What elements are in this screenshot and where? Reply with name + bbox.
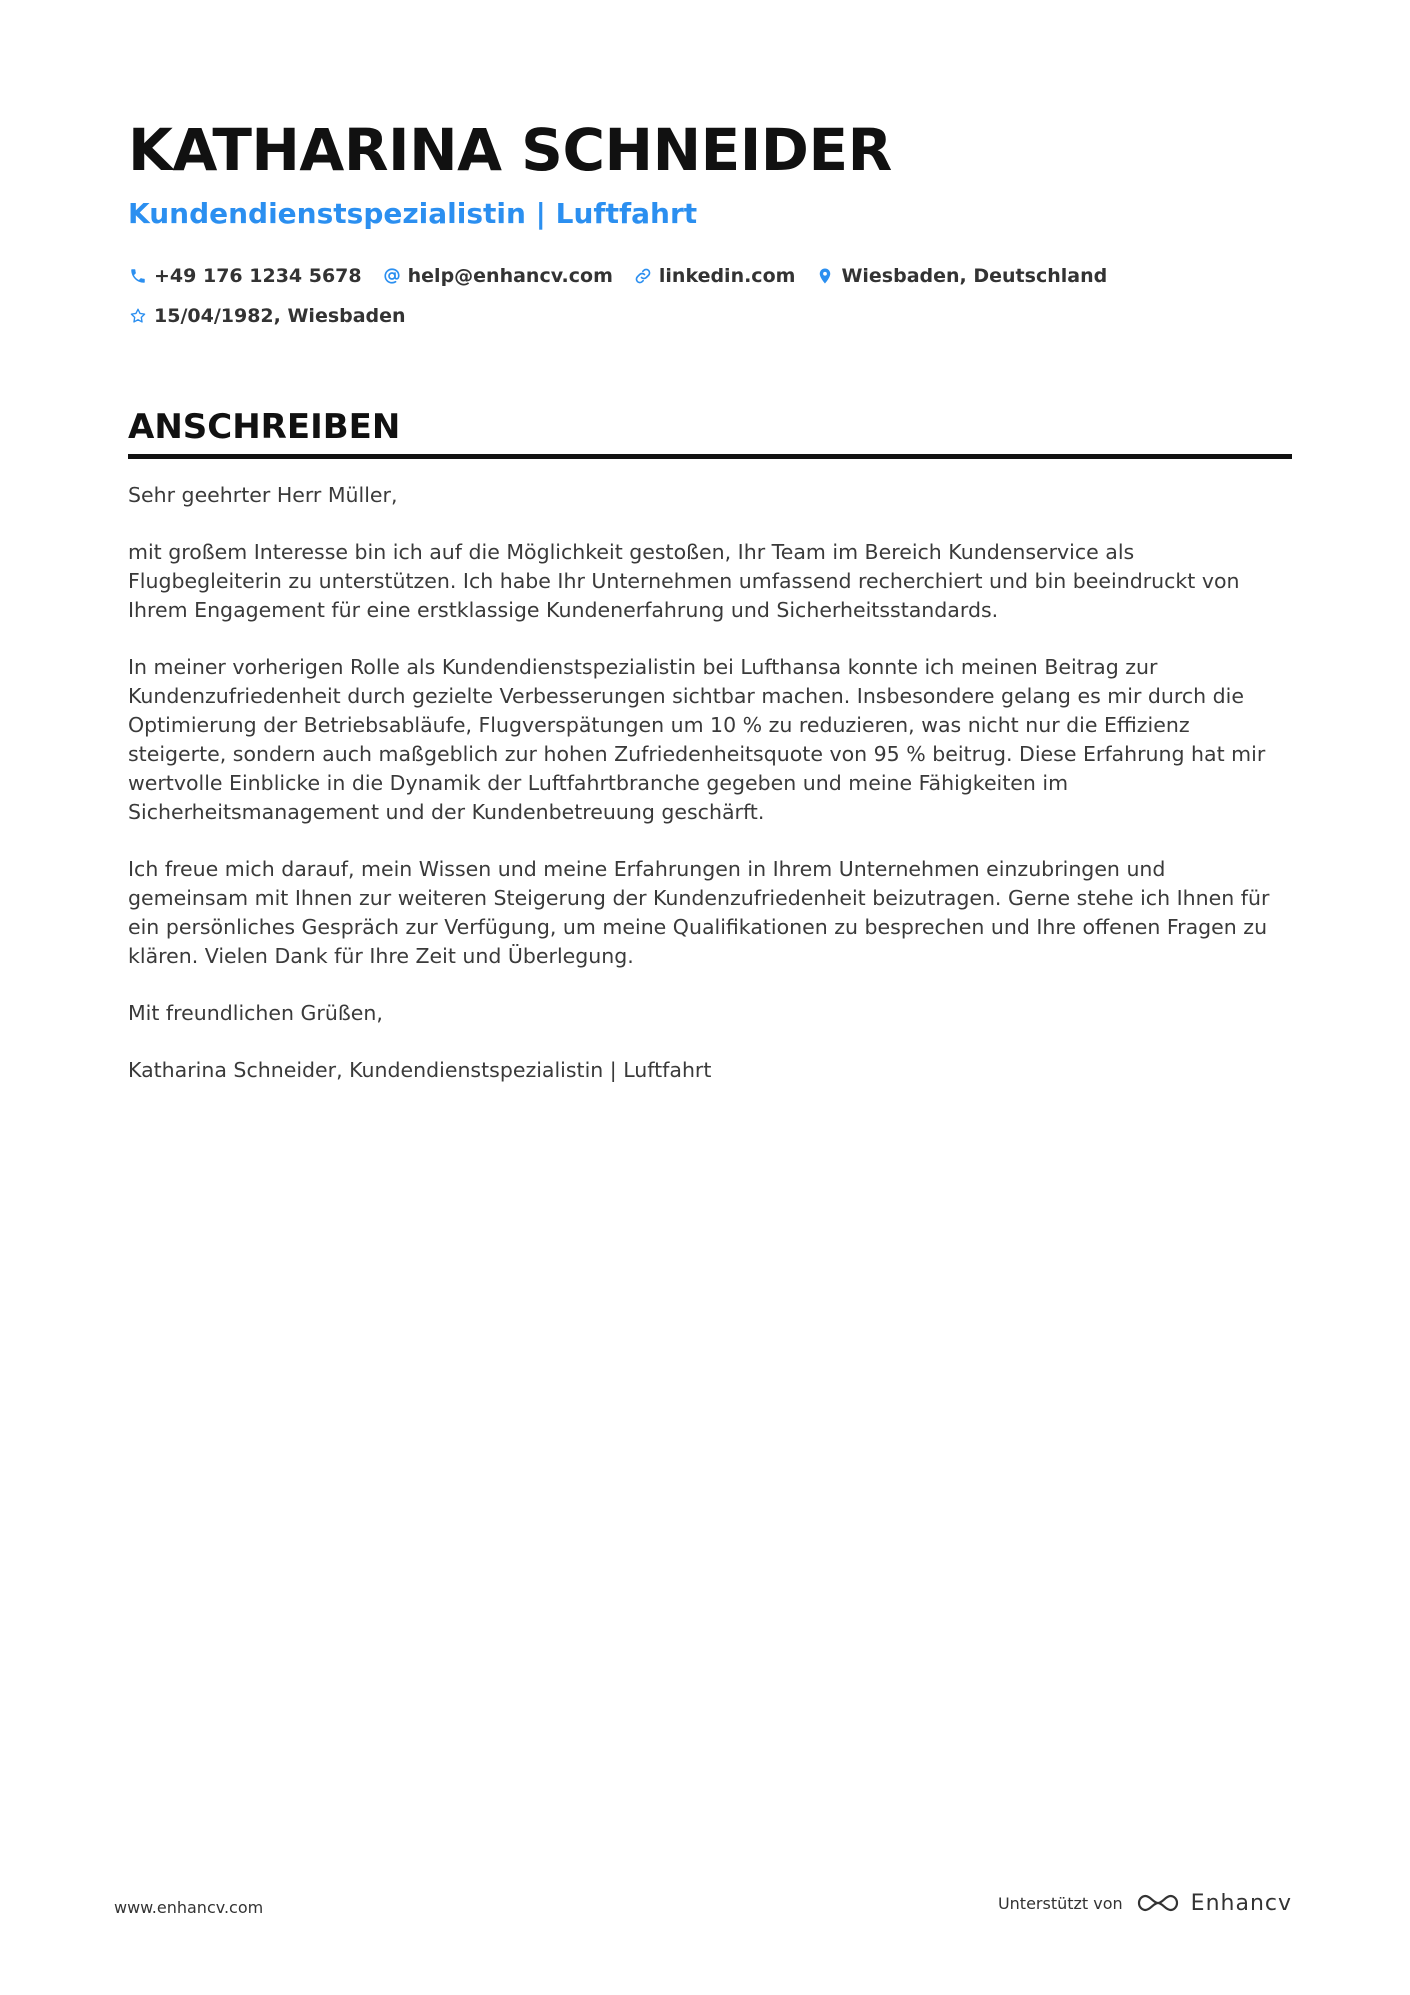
letter-paragraph: In meiner vorherigen Rolle als Kundendienstspezialistin bei Lufthansa konnte ich meinen Beitrag zur Kundenzufriedenheit durch gezielte Verbesserungen sichtbar machen. Insbesondere gelang es mir durch die Optimierung der Betriebsabläufe, Flugverspätungen um 10 % zu reduzieren, was nicht nur die Effizienz steigerte, sondern auch maßgeblich zur hohen Zufriedenheitsquote von 95 % beitrug. Diese Erfahrung hat mir wertvolle Einblicke in die Dynamik der Luftfahrtbranche gegeben und meine Fähigkeiten im Sicherheitsmanagement und der Kundenbetreuung geschärft. <box>128 655 1266 824</box>
contact-location <box>815 265 1107 287</box>
signature: Katharina Schneider, Kundendienstspezialistin | Luftfahrt <box>128 1058 712 1082</box>
letter-body <box>128 481 1292 1085</box>
closing: Mit freundlichen Grüßen, <box>128 1001 383 1025</box>
contact-email[interactable] <box>382 265 613 287</box>
at-icon <box>382 266 402 286</box>
link-icon <box>633 266 653 286</box>
cover-letter-section <box>128 404 1292 1113</box>
letter-paragraph: mit großem Interesse bin ich auf die Möglichkeit gestoßen, Ihr Team im Bereich Kundenservice als Flugbegleiterin zu unterstützen. Ich habe Ihr Unternehmen umfassend recherchiert und bin beeindruckt von Ihrem Engagement für eine erstklassige Kundenerfahrung und Sicherheitsstandards. <box>128 540 1240 622</box>
contact-email-text: help@enhancv.com <box>407 265 613 287</box>
contact-linkedin-text: linkedin.com <box>658 265 796 287</box>
powered-by-text: Unterstützt von <box>997 1893 1123 1913</box>
footer-brand <box>998 1890 1292 1916</box>
contact-row-second <box>128 298 1292 334</box>
letter-paragraph: Ich freue mich darauf, mein Wissen und meine Erfahrungen in Ihrem Unternehmen einzubringen und gemeinsam mit Ihnen zur weiteren Steigerung der Kundenzufriedenheit beizutragen. Gerne stehe ich Ihnen für ein persönliches Gespräch zur Verfügung, um meine Qualifikationen zu besprechen und Ihre offenen Fragen zu klären. Vielen Dank für Ihre Zeit und Überlegung. <box>128 857 1270 968</box>
candidate-name: KATHARINA SCHNEIDER <box>128 116 892 184</box>
location-pin-icon <box>815 266 835 286</box>
phone-icon <box>128 266 148 286</box>
contact-phone[interactable] <box>128 265 362 287</box>
star-icon <box>128 306 148 326</box>
enhancv-logo[interactable] <box>1135 1890 1292 1916</box>
section-divider <box>128 454 1292 459</box>
contact-birth-text: 15/04/1982, Wiesbaden <box>154 305 406 327</box>
job-title: Kundendienstspezialistin | Luftfahrt <box>128 197 698 230</box>
contact-row <box>128 258 1292 294</box>
salutation: Sehr geehrter Herr Müller, <box>128 483 398 507</box>
section-title: ANSCHREIBEN <box>128 407 401 447</box>
header <box>128 108 1292 334</box>
contact-phone-text: +49 176 1234 5678 <box>154 265 362 287</box>
contact-location-text: Wiesbaden, Deutschland <box>841 265 1108 287</box>
contact-linkedin[interactable] <box>633 265 796 287</box>
footer-url[interactable]: www.enhancv.com <box>114 1898 264 1917</box>
contact-birth <box>128 305 406 327</box>
enhancv-logo-icon <box>1135 1890 1181 1916</box>
brand-name: Enhancv <box>1190 1890 1292 1916</box>
